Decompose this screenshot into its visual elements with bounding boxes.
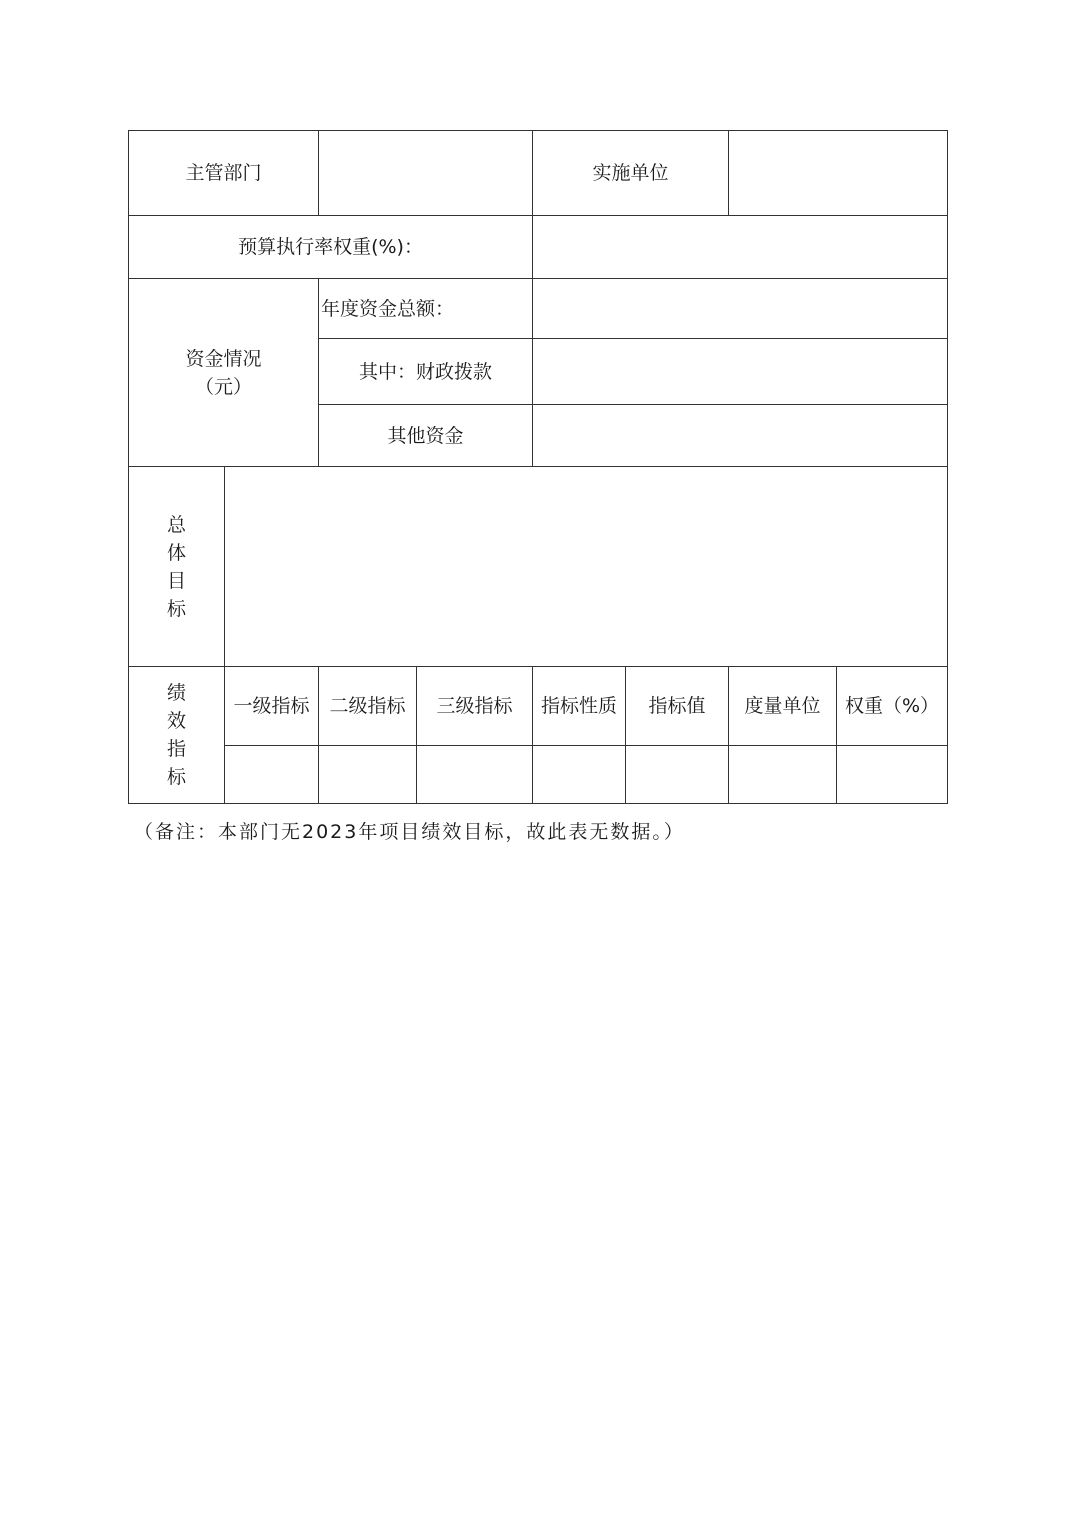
perf-value-cell <box>319 746 417 804</box>
perf-header-cell: 权重（%） <box>837 667 948 746</box>
table-row <box>129 131 948 216</box>
perf-value-cell <box>837 746 948 804</box>
perf-value-cell <box>626 746 729 804</box>
perf-value-cell <box>533 746 626 804</box>
budget-rate-label: 预算执行率权重(%)： <box>129 216 533 279</box>
overall-goal-label <box>129 467 225 667</box>
table-row <box>129 216 948 279</box>
funds-label-unit: （元） <box>195 375 253 398</box>
other-funds-value <box>533 405 948 467</box>
dept-label: 主管部门 <box>129 131 319 216</box>
perf-header-cell: 指标值 <box>626 667 729 746</box>
performance-goal-table <box>128 130 948 804</box>
funds-label-title: 资金情况 <box>185 347 262 370</box>
unit-value <box>729 131 948 216</box>
table-row <box>129 746 948 804</box>
perf-value-cell <box>729 746 837 804</box>
annual-total-value <box>533 279 948 339</box>
perf-header-cell: 三级指标 <box>417 667 533 746</box>
perf-indicator-label <box>129 667 225 804</box>
fiscal-label: 其中：财政拨款 <box>319 339 533 405</box>
overall-goal-value <box>225 467 948 667</box>
funds-label <box>129 279 319 467</box>
fiscal-value <box>533 339 948 405</box>
table-row <box>129 467 948 667</box>
budget-rate-value <box>533 216 948 279</box>
perf-header-cell: 度量单位 <box>729 667 837 746</box>
remark-note: （备注：本部门无2023年项目绩效目标，故此表无数据。） <box>134 821 685 843</box>
unit-label: 实施单位 <box>533 131 729 216</box>
perf-header-cell: 指标性质 <box>533 667 626 746</box>
table-row <box>129 667 948 746</box>
perf-value-cell <box>417 746 533 804</box>
perf-header-cell: 二级指标 <box>319 667 417 746</box>
other-funds-label: 其他资金 <box>319 405 533 467</box>
perf-value-cell <box>225 746 319 804</box>
perf-header-cell: 一级指标 <box>225 667 319 746</box>
dept-value <box>319 131 533 216</box>
table-row <box>129 279 948 339</box>
overall-goal-label-text: 总体目标 <box>166 513 186 620</box>
perf-indicator-label-text: 绩效指标 <box>166 682 186 788</box>
annual-total-label: 年度资金总额： <box>319 279 533 339</box>
